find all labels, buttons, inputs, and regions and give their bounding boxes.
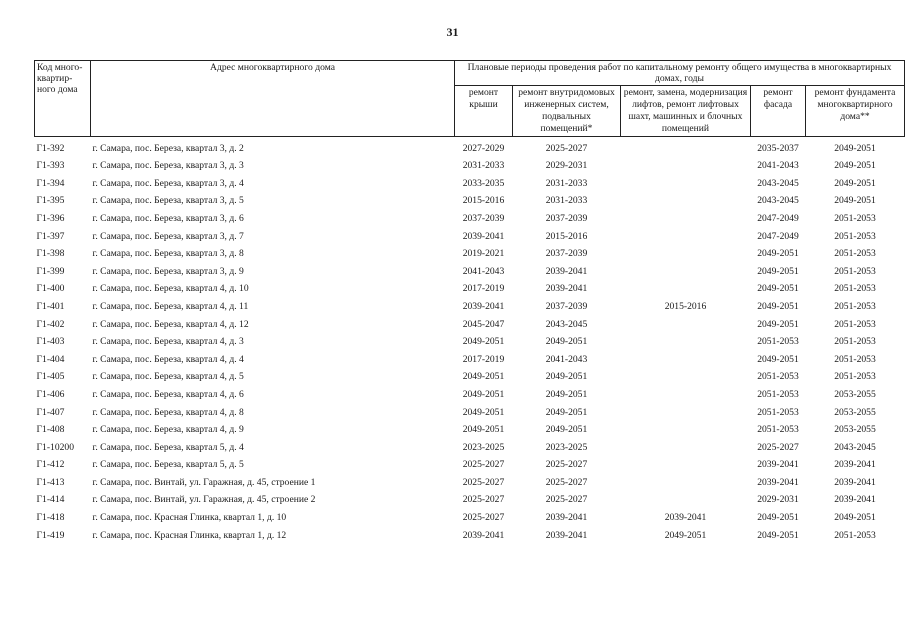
cell-address: г. Самара, пос. Винтай, ул. Гаражная, д. 45, строение 2 [92,494,316,506]
table-row [35,175,905,193]
cell-address: г. Самара, пос. Винтай, ул. Гаражная, д. 45, строение 1 [92,476,316,488]
cell-roof: 2025-2027 [462,459,505,471]
cell-facade: 2051-2053 [757,388,799,400]
cell-address: г. Самара, пос. Береза, квартал 4, д. 5 [92,371,244,383]
cell-code: Г1-406 [36,388,65,400]
table-row [35,509,905,527]
cell-foundation: 2053-2055 [834,388,876,400]
cell-foundation: 2051-2053 [834,353,876,365]
cell-elevators [621,403,751,421]
cell-foundation: 2049-2051 [834,512,876,524]
cell-roof: 2041-2043 [462,265,505,277]
cell-roof: 2019-2021 [462,248,505,260]
cell-code: Г1-407 [36,406,65,418]
table-row [35,491,905,509]
cell-facade: 2039-2041 [757,459,799,471]
cell-code: Г1-418 [36,512,65,524]
cell-foundation: 2053-2055 [834,406,876,418]
cell-facade: 2049-2051 [757,283,799,295]
table-row [35,333,905,351]
cell-roof: 2025-2027 [462,512,505,524]
cell-foundation: 2039-2041 [834,494,876,506]
cell-facade: 2029-2031 [757,494,799,506]
cell-code: Г1-392 [36,142,65,154]
table-row [35,351,905,369]
cell-engineering: 2015-2016 [545,230,588,242]
cell-facade: 2051-2053 [757,406,799,418]
cell-foundation: 2053-2055 [834,424,876,436]
cell-elevators [621,491,751,509]
cell-facade: 2051-2053 [757,424,799,436]
cell-address: г. Самара, пос. Береза, квартал 4, д. 9 [92,424,244,436]
cell-roof: 2017-2019 [462,283,505,295]
cell-address: г. Самара, пос. Береза, квартал 4, д. 12 [92,318,249,330]
cell-foundation: 2051-2053 [834,265,876,277]
cell-code: Г1-395 [36,195,65,207]
cell-engineering: 2025-2027 [545,476,588,488]
cell-facade: 2049-2051 [757,265,799,277]
cell-facade: 2035-2037 [757,142,799,154]
cell-roof: 2033-2035 [462,177,505,189]
table-row [35,386,905,404]
table-row [35,263,905,281]
cell-address: г. Самара, пос. Красная Глинка, квартал 1, д. 12 [92,529,287,541]
cell-roof: 2037-2039 [462,212,505,224]
cell-address: г. Самара, пос. Береза, квартал 3, д. 9 [92,265,244,277]
cell-elevators [621,263,751,281]
cell-code: Г1-393 [36,160,65,172]
cell-roof: 2023-2025 [462,441,505,453]
cell-address: г. Самара, пос. Береза, квартал 3, д. 8 [92,248,244,260]
cell-engineering: 2023-2025 [545,441,588,453]
cell-engineering: 2043-2045 [545,318,588,330]
cell-roof: 2027-2029 [462,142,505,154]
cell-engineering: 2037-2039 [545,248,588,260]
cell-roof: 2017-2019 [462,353,505,365]
cell-roof: 2045-2047 [462,318,505,330]
cell-address: г. Самара, пос. Береза, квартал 5, д. 5 [92,459,244,471]
cell-foundation: 2051-2053 [834,318,876,330]
cell-foundation: 2051-2053 [834,371,876,383]
table-row [35,439,905,457]
cell-foundation: 2051-2053 [834,529,876,541]
cell-foundation: 2049-2051 [834,195,876,207]
cell-address: г. Самара, пос. Береза, квартал 4, д. 3 [92,336,244,348]
cell-foundation: 2039-2041 [834,476,876,488]
cell-facade: 2049-2051 [757,353,799,365]
table-row [35,157,905,175]
header-foundation: ремонт фундамента многоквартирного дома** [806,86,905,137]
cell-address: г. Самара, пос. Береза, квартал 4, д. 4 [92,353,244,365]
cell-code: Г1-400 [36,283,65,295]
table-row [35,474,905,492]
cell-facade: 2049-2051 [757,512,799,524]
cell-elevators [621,280,751,298]
cell-engineering: 2041-2043 [545,353,588,365]
cell-roof: 2015-2016 [462,195,505,207]
header-elevators: ремонт, замена, модернизация лифтов, ремонт лифтовых шахт, машинных и блочных помещений [621,86,751,137]
cell-address: г. Самара, пос. Береза, квартал 3, д. 4 [92,177,244,189]
cell-roof: 2039-2041 [462,230,505,242]
header-roof: ремонт крыши [455,86,513,137]
cell-engineering: 2029-2031 [545,160,588,172]
cell-roof: 2049-2051 [462,371,505,383]
cell-foundation: 2051-2053 [834,300,876,312]
cell-address: г. Самара, пос. Береза, квартал 4, д. 8 [92,406,244,418]
table-row [35,137,905,157]
cell-address: г. Самара, пос. Береза, квартал 4, д. 10 [92,283,249,295]
cell-facade: 2049-2051 [757,300,799,312]
cell-roof: 2049-2051 [462,388,505,400]
cell-foundation: 2051-2053 [834,336,876,348]
cell-code: Г1-401 [36,300,65,312]
cell-address: г. Самара, пос. Береза, квартал 4, д. 6 [92,388,244,400]
table-row [35,227,905,245]
cell-foundation: 2051-2053 [834,212,876,224]
cell-engineering: 2049-2051 [545,406,588,418]
cell-elevators [621,456,751,474]
repair-schedule-table [34,60,905,544]
cell-elevators [621,474,751,492]
cell-engineering: 2039-2041 [545,283,588,295]
cell-roof: 2049-2051 [462,424,505,436]
cell-address: г. Самара, пос. Береза, квартал 3, д. 3 [92,160,244,172]
cell-address: г. Самара, пос. Береза, квартал 4, д. 11 [92,300,249,312]
cell-foundation: 2049-2051 [834,177,876,189]
table-row [35,456,905,474]
cell-roof: 2049-2051 [462,336,505,348]
cell-facade: 2047-2049 [757,230,799,242]
table-row [35,210,905,228]
cell-code: Г1-404 [36,353,65,365]
cell-engineering: 2025-2027 [545,494,588,506]
cell-facade: 2025-2027 [757,441,799,453]
table-row [35,403,905,421]
cell-address: г. Самара, пос. Береза, квартал 3, д. 6 [92,212,244,224]
cell-elevators [621,227,751,245]
cell-engineering: 2025-2027 [545,142,588,154]
cell-code: Г1-396 [36,212,65,224]
cell-engineering: 2039-2041 [545,265,588,277]
cell-foundation: 2051-2053 [834,248,876,260]
cell-roof: 2025-2027 [462,476,505,488]
table-row [35,280,905,298]
cell-elevators [621,315,751,333]
cell-roof: 2039-2041 [462,529,505,541]
cell-facade: 2043-2045 [757,195,799,207]
table-row [35,368,905,386]
cell-elevators [621,175,751,193]
cell-engineering: 2031-2033 [545,195,588,207]
cell-foundation: 2049-2051 [834,160,876,172]
cell-engineering: 2039-2041 [545,529,588,541]
header-code: Код много-квартир-ного дома [35,61,91,137]
header-engineering: ремонт внутридомовых инженерных систем, подвальных помещений* [513,86,621,137]
cell-engineering: 2049-2051 [545,336,588,348]
cell-elevators [621,210,751,228]
table-row [35,526,905,544]
cell-engineering: 2025-2027 [545,459,588,471]
cell-engineering: 2037-2039 [545,212,588,224]
cell-elevators: 2049-2051 [664,529,707,541]
cell-code: Г1-419 [36,529,65,541]
cell-code: Г1-402 [36,318,65,330]
cell-foundation: 2051-2053 [834,283,876,295]
cell-elevators [621,137,751,157]
cell-code: Г1-412 [36,459,65,471]
header-facade: ремонт фасада [751,86,806,137]
cell-elevators [621,351,751,369]
cell-engineering: 2037-2039 [545,300,588,312]
cell-roof: 2039-2041 [462,300,505,312]
cell-elevators [621,157,751,175]
cell-facade: 2047-2049 [757,212,799,224]
cell-elevators [621,333,751,351]
cell-code: Г1-398 [36,248,65,260]
cell-elevators [621,439,751,457]
cell-elevators [621,245,751,263]
cell-roof: 2025-2027 [462,494,505,506]
cell-address: г. Самара, пос. Береза, квартал 3, д. 2 [92,142,244,154]
cell-roof: 2031-2033 [462,160,505,172]
cell-facade: 2051-2053 [757,371,799,383]
cell-facade: 2051-2053 [757,336,799,348]
cell-code: Г1-10200 [36,441,75,453]
cell-facade: 2043-2045 [757,177,799,189]
cell-code: Г1-403 [36,336,65,348]
cell-engineering: 2049-2051 [545,388,588,400]
cell-code: Г1-394 [36,177,65,189]
cell-foundation: 2051-2053 [834,230,876,242]
cell-foundation: 2043-2045 [834,441,876,453]
page-number: 31 [446,25,459,39]
cell-facade: 2049-2051 [757,529,799,541]
table-header [35,61,905,137]
cell-elevators [621,386,751,404]
cell-elevators [621,421,751,439]
cell-engineering: 2039-2041 [545,512,588,524]
cell-address: г. Самара, пос. Красная Глинка, квартал 1, д. 10 [92,512,287,524]
cell-engineering: 2049-2051 [545,371,588,383]
cell-code: Г1-414 [36,494,65,506]
cell-foundation: 2049-2051 [834,142,876,154]
header-address: Адрес многоквартирного дома [91,61,455,137]
cell-code: Г1-408 [36,424,65,436]
header-periods-group: Плановые периоды проведения работ по капитальному ремонту общего имущества в многоквартирных домах, годы [455,61,905,86]
cell-facade: 2039-2041 [757,476,799,488]
cell-facade: 2041-2043 [757,160,799,172]
cell-code: Г1-413 [36,476,65,488]
table-row [35,315,905,333]
table-row [35,298,905,316]
cell-facade: 2049-2051 [757,248,799,260]
cell-code: Г1-399 [36,265,65,277]
cell-address: г. Самара, пос. Береза, квартал 3, д. 7 [92,230,244,242]
table-body [35,137,905,544]
table-row [35,421,905,439]
cell-elevators: 2039-2041 [664,512,707,524]
cell-engineering: 2031-2033 [545,177,588,189]
table-row [35,245,905,263]
cell-address: г. Самара, пос. Береза, квартал 5, д. 4 [92,441,244,453]
cell-foundation: 2039-2041 [834,459,876,471]
cell-facade: 2049-2051 [757,318,799,330]
table-row [35,192,905,210]
cell-roof: 2049-2051 [462,406,505,418]
cell-code: Г1-397 [36,230,65,242]
cell-engineering: 2049-2051 [545,424,588,436]
cell-code: Г1-405 [36,371,65,383]
cell-address: г. Самара, пос. Береза, квартал 3, д. 5 [92,195,244,207]
cell-elevators: 2015-2016 [664,300,707,312]
cell-elevators [621,368,751,386]
cell-elevators [621,192,751,210]
